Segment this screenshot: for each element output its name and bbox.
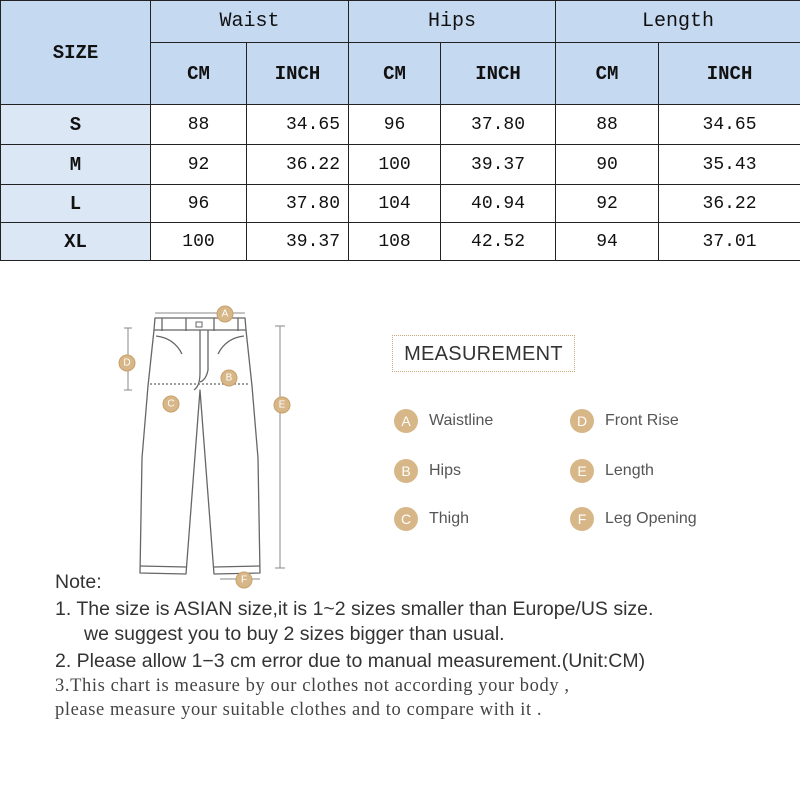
legend-label: Length bbox=[605, 462, 654, 479]
table-row bbox=[1, 185, 800, 223]
left-hem bbox=[140, 566, 186, 567]
legend-item-length bbox=[570, 458, 654, 484]
marker-d-label: D bbox=[123, 357, 131, 369]
unit-header: INCH bbox=[441, 43, 556, 105]
legend-item-thigh bbox=[394, 506, 469, 532]
table-cell: 35.43 bbox=[659, 145, 800, 185]
table-cell: 88 bbox=[556, 105, 659, 145]
marker-a-badge: A bbox=[394, 409, 418, 433]
hips-header: Hips bbox=[349, 1, 556, 43]
legend-label: Thigh bbox=[429, 510, 470, 527]
note-line-3: 3.This chart is measure by our clothes not according your body , bbox=[55, 676, 570, 696]
table-cell: 94 bbox=[556, 223, 659, 261]
right-hem bbox=[214, 566, 260, 567]
legend-label: Waistline bbox=[429, 412, 494, 429]
size-label: XL bbox=[1, 223, 151, 261]
size-chart-table bbox=[0, 0, 800, 261]
marker-a bbox=[217, 306, 233, 322]
legend-item-waistline bbox=[394, 408, 493, 434]
table-cell: 104 bbox=[349, 185, 441, 223]
size-label: S bbox=[1, 105, 151, 145]
unit-header: CM bbox=[151, 43, 247, 105]
marker-b bbox=[221, 370, 237, 386]
table-cell: 92 bbox=[151, 145, 247, 185]
size-label: L bbox=[1, 185, 151, 223]
table-cell: 37.80 bbox=[247, 185, 349, 223]
marker-e-badge: E bbox=[570, 459, 594, 483]
marker-f-label: F bbox=[240, 574, 248, 586]
legend-item-front-rise bbox=[570, 408, 679, 434]
marker-c-label: C bbox=[167, 398, 175, 410]
unit-header: CM bbox=[556, 43, 659, 105]
marker-b-badge: B bbox=[394, 459, 418, 483]
table-cell: 37.80 bbox=[441, 105, 556, 145]
legend-item-hips bbox=[394, 458, 461, 484]
unit-header: CM bbox=[349, 43, 441, 105]
table-cell: 90 bbox=[556, 145, 659, 185]
left-pocket bbox=[156, 336, 182, 354]
unit-header: INCH bbox=[659, 43, 800, 105]
table-cell: 92 bbox=[556, 185, 659, 223]
table-cell: 34.65 bbox=[247, 105, 349, 145]
marker-c-badge: C bbox=[394, 507, 418, 531]
length-header: Length bbox=[556, 1, 800, 43]
button-icon bbox=[196, 322, 202, 327]
unit-header: INCH bbox=[247, 43, 349, 105]
table-cell: 39.37 bbox=[441, 145, 556, 185]
legend-label: Hips bbox=[429, 462, 462, 479]
table-cell: 39.37 bbox=[247, 223, 349, 261]
note-heading: Note: bbox=[55, 571, 102, 593]
marker-f bbox=[236, 572, 252, 588]
note-line-1: 1. The size is ASIAN size,it is 1~2 sizes smaller than Europe/US size. bbox=[55, 598, 654, 620]
fly-stitch bbox=[200, 330, 208, 382]
legend-item-leg-opening bbox=[570, 506, 697, 532]
marker-e bbox=[274, 397, 290, 413]
waist-header: Waist bbox=[151, 1, 349, 43]
table-cell: 40.94 bbox=[441, 185, 556, 223]
table-cell: 42.52 bbox=[441, 223, 556, 261]
legend-label: Leg Opening bbox=[605, 510, 697, 527]
table-cell: 36.22 bbox=[659, 185, 800, 223]
marker-a-label: A bbox=[221, 308, 229, 320]
legend-label: Front Rise bbox=[605, 412, 679, 429]
table-cell: 37.01 bbox=[659, 223, 800, 261]
size-header: SIZE bbox=[1, 1, 151, 105]
table-cell: 100 bbox=[151, 223, 247, 261]
note-line-2: 2. Please allow 1−3 cm error due to manual measurement.(Unit:CM) bbox=[55, 650, 646, 672]
table-row bbox=[1, 223, 800, 261]
pants-diagram bbox=[100, 298, 310, 593]
table-cell: 96 bbox=[151, 185, 247, 223]
size-label: M bbox=[1, 145, 151, 185]
table-cell: 96 bbox=[349, 105, 441, 145]
marker-d bbox=[119, 355, 135, 371]
note-line-3b: please measure your suitable clothes and to compare with it . bbox=[55, 700, 543, 720]
marker-b-label: B bbox=[225, 372, 233, 384]
marker-e-label: E bbox=[278, 399, 286, 411]
table-cell: 100 bbox=[349, 145, 441, 185]
table-cell: 88 bbox=[151, 105, 247, 145]
marker-d-badge: D bbox=[570, 409, 594, 433]
table-cell: 36.22 bbox=[247, 145, 349, 185]
note-line-1b: we suggest you to buy 2 sizes bigger than usual. bbox=[84, 623, 505, 645]
fly-seam bbox=[194, 330, 200, 390]
marker-f-badge: F bbox=[570, 507, 594, 531]
table-cell: 108 bbox=[349, 223, 441, 261]
right-pocket bbox=[218, 336, 244, 354]
table-cell: 34.65 bbox=[659, 105, 800, 145]
table-row bbox=[1, 105, 800, 145]
marker-c bbox=[163, 396, 179, 412]
measurement-title: MEASUREMENT bbox=[392, 335, 575, 372]
waistband-outline bbox=[154, 318, 246, 330]
table-row bbox=[1, 145, 800, 185]
